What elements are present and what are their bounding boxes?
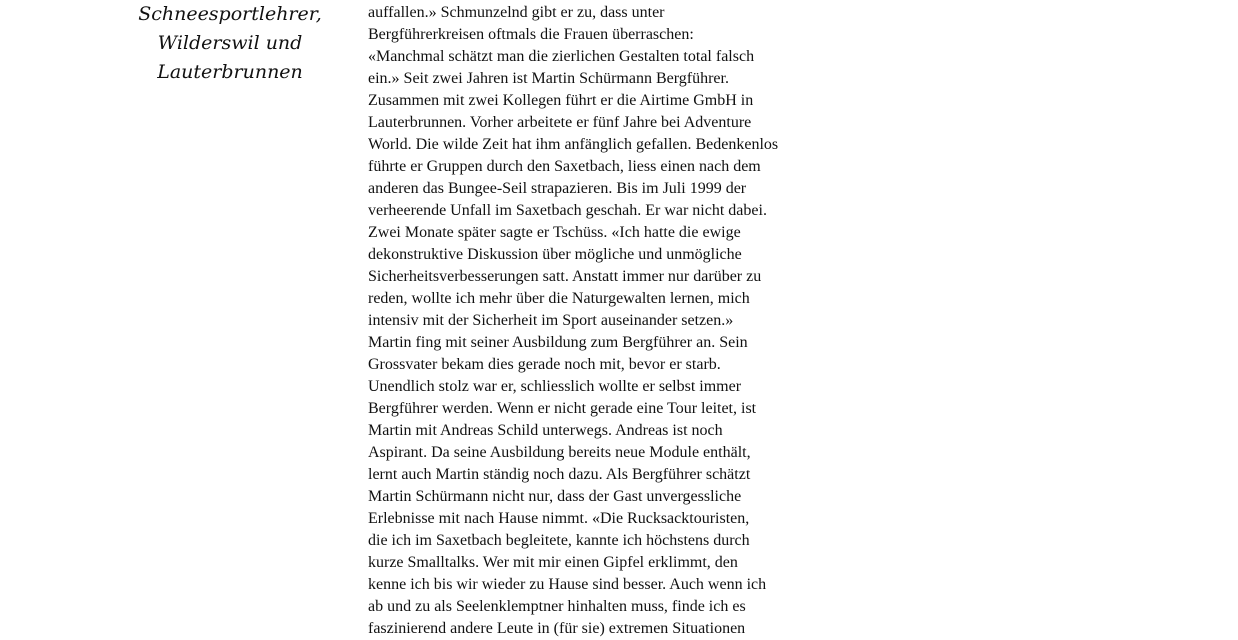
article-line: Lauterbrunnen. Vorher arbeitete er fünf Jahre bei Adventure <box>368 114 752 131</box>
article-line: Martin fing mit seiner Ausbildung zum Bergführer an. Sein <box>368 334 748 351</box>
caption-line: Lauterbrunnen <box>157 61 303 83</box>
article-line: Bergführer werden. Wenn er nicht gerade eine Tour leitet, ist <box>368 400 757 417</box>
article-line: Bergführerkreisen oftmals die Frauen überraschen: <box>368 26 694 43</box>
article-line: Unendlich stolz war er, schliesslich wollte er selbst immer <box>368 378 742 395</box>
article-line: die ich im Saxetbach begleitete, kannte ich höchstens durch <box>368 532 750 549</box>
article-line: faszinierend andere Leute in (für sie) extremen Situationen <box>368 620 746 637</box>
article-line: reden, wollte ich mehr über die Naturgewalten lernen, mich <box>368 290 750 307</box>
article-line: kenne ich bis wir wieder zu Hause sind besser. Auch wenn ich <box>368 576 767 593</box>
article-line: Grossvater bekam dies gerade noch mit, bevor er starb. <box>368 356 721 373</box>
article-body <box>368 2 828 640</box>
article-line: ab und zu als Seelenklemptner hinhalten muss, finde ich es <box>368 598 746 615</box>
article-line: Zwei Monate später sagte er Tschüss. «Ich hatte die ewige <box>368 224 741 241</box>
caption-line: Schneesportlehrer, <box>138 3 322 25</box>
article-line: intensiv mit der Sicherheit im Sport auseinander setzen.» <box>368 312 734 329</box>
article-line: auffallen.» Schmunzelnd gibt er zu, dass unter <box>368 4 665 21</box>
article-line: lernt auch Martin ständig noch dazu. Als Bergführer schätzt <box>368 466 751 483</box>
photo-caption <box>130 0 330 87</box>
article-line: Aspirant. Da seine Ausbildung bereits neue Module enthält, <box>368 444 751 461</box>
article-line: Sicherheitsverbesserungen satt. Anstatt immer nur darüber zu <box>368 268 762 285</box>
article-line: Zusammen mit zwei Kollegen führt er die Airtime GmbH in <box>368 92 754 109</box>
article-line: Martin Schürmann nicht nur, dass der Gast unvergessliche <box>368 488 742 505</box>
article-line: ein.» Seit zwei Jahren ist Martin Schürmann Bergführer. <box>368 70 729 87</box>
article-line: «Manchmal schätzt man die zierlichen Gestalten total falsch <box>368 48 755 65</box>
article-line: verheerende Unfall im Saxetbach geschah. Er war nicht dabei. <box>368 202 767 219</box>
article-line: Erlebnisse mit nach Hause nimmt. «Die Rucksacktouristen, <box>368 510 750 527</box>
article-line: dekonstruktive Diskussion über mögliche und unmögliche <box>368 246 742 263</box>
article-line: kurze Smalltalks. Wer mit mir einen Gipfel erklimmt, den <box>368 554 738 571</box>
caption-line: Wilderswil und <box>157 32 303 54</box>
article-line: World. Die wilde Zeit hat ihm anfänglich gefallen. Bedenkenlos <box>368 136 779 153</box>
article-line: Martin mit Andreas Schild unterwegs. Andreas ist noch <box>368 422 723 439</box>
article-line: anderen das Bungee-Seil strapazieren. Bis im Juli 1999 der <box>368 180 747 197</box>
article-line: führte er Gruppen durch den Saxetbach, liess einen nach dem <box>368 158 761 175</box>
